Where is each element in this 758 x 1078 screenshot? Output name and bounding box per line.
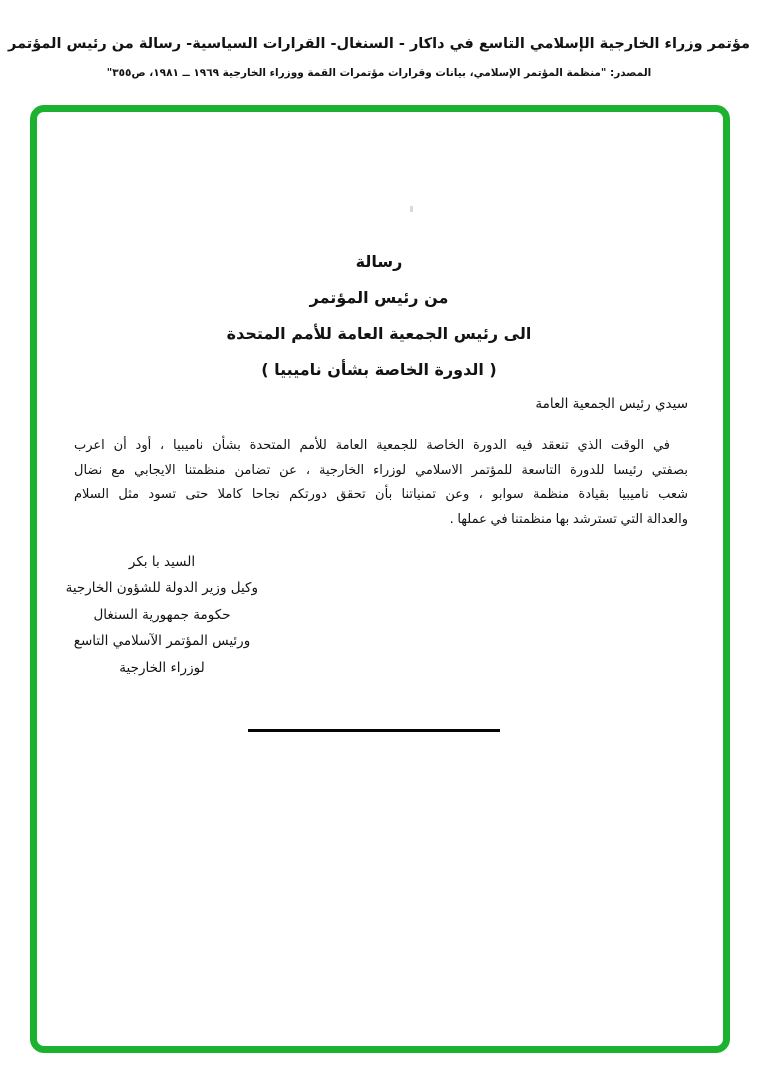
signature-line: لوزراء الخارجية: [119, 659, 205, 676]
letter-title-line: رسالة: [355, 252, 403, 271]
body-line: والعدالة التي تسترشد بها منظمتنا في عملها .: [449, 511, 688, 527]
signature-line: ورئيس المؤتمر الآسلامي التاسع: [73, 633, 251, 650]
header-source: المصدر: "منظمة المؤتمر الإسلامي، بيانات وقرارات مؤتمرات القمة ووزراء الخارجية ١٩٦٩ ــ ١٩٨١، ص٣٥٥": [106, 67, 652, 79]
signature-line: السيد با بكر: [128, 554, 196, 570]
letter-title-line: الى رئيس الجمعية العامة للأمم المتحدة: [226, 324, 532, 343]
salutation-line: سيدي رئيس الجمعية العامة: [535, 396, 688, 412]
body-line: في الوقت الذي تنعقد فيه الدورة الخاصة للجمعية العامة للأمم المتحدة بشأن ناميبيا ، أود أن اعرب: [74, 438, 670, 453]
signature-line: حكومة جمهورية السنغال: [93, 606, 231, 623]
signature-block: [66, 549, 258, 681]
scan-speck: [410, 206, 413, 212]
signature-line: وكيل وزير الدولة للشؤون الخارجية: [65, 580, 258, 597]
header-title: مؤتمر وزراء الخارجية الإسلامي التاسع في داكار - السنغال- القرارات السياسية- رسالة من رئيس المؤتمر: [8, 36, 750, 52]
body-line: شعب ناميبيا بقيادة منظمة سوابو ، وعن تمنياتنا بأن تحقق دورتكم نجاحا كاملا حتى تسود مثل السلام: [74, 487, 688, 502]
letter-body: [74, 434, 688, 532]
letter-title-line: من رئيس المؤتمر: [309, 288, 449, 307]
letter-title-line: ( الدورة الخاصة بشأن ناميبيا ): [261, 360, 497, 379]
divider-rule: [248, 729, 500, 732]
body-line: بصفتي رئيسا للدورة التاسعة للمؤتمر الاسلامي لوزراء الخارجية ، عن تضامن منظمتنا الايجابي مع نضال: [74, 462, 688, 478]
